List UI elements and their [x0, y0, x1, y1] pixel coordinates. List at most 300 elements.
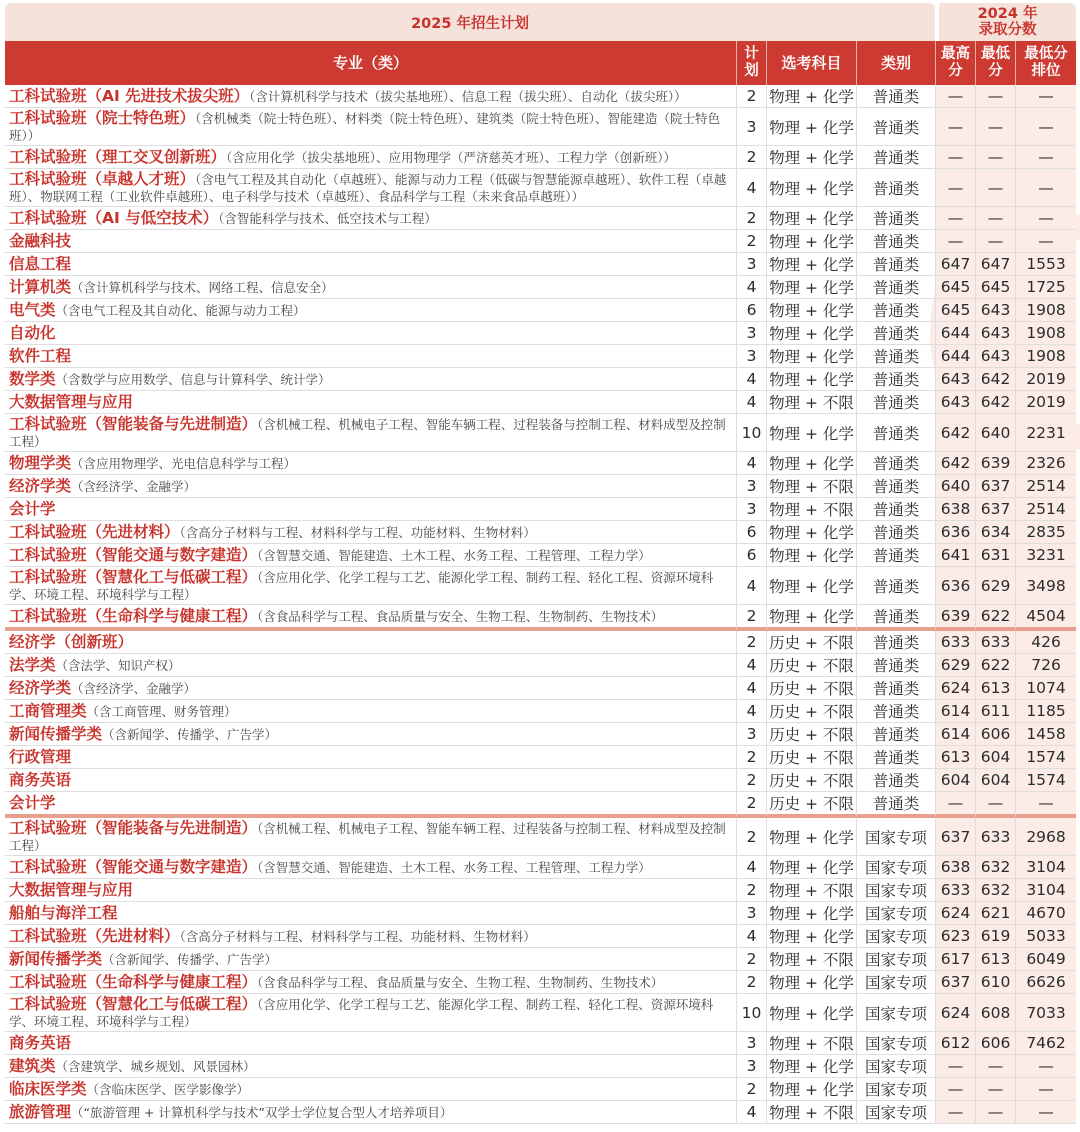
subjects-cell: 物理 + 化学 — [766, 544, 856, 567]
category-cell: 普通类 — [856, 230, 935, 253]
min-score-cell: 631 — [975, 544, 1015, 567]
table-row — [5, 207, 1076, 230]
major-cell — [5, 521, 736, 544]
major-cell — [5, 299, 736, 322]
max-score-cell: — — [935, 230, 975, 253]
max-score-cell: 645 — [935, 276, 975, 299]
major-cell — [5, 792, 736, 818]
major-cell — [5, 276, 736, 299]
col-category-header: 类别 — [856, 41, 935, 85]
subjects-cell: 历史 + 不限 — [766, 700, 856, 723]
major-cell — [5, 879, 736, 902]
min-rank-cell: 1908 — [1015, 299, 1076, 322]
admission-table — [5, 3, 1076, 1124]
major-cell — [5, 345, 736, 368]
subjects-cell: 物理 + 化学 — [766, 169, 856, 207]
table-row — [5, 818, 1076, 856]
min-rank-cell: 5033 — [1015, 925, 1076, 948]
category-cell: 国家专项 — [856, 856, 935, 879]
subjects-cell: 物理 + 化学 — [766, 818, 856, 856]
major-note: （含应用化学、化学工程与工艺、能源化学工程、制药工程、轻化工程、资源环境科学、环境工程、环境科学与工程） — [9, 569, 714, 602]
max-score-cell: — — [935, 146, 975, 169]
subjects-cell: 物理 + 化学 — [766, 605, 856, 631]
major-note: （含高分子材料与工程、材料科学与工程、功能材料、生物材料） — [179, 524, 536, 540]
min-rank-cell: 7033 — [1015, 994, 1076, 1032]
max-score-cell: — — [935, 85, 975, 108]
plan-cell: 4 — [736, 391, 766, 414]
min-rank-cell: 2019 — [1015, 368, 1076, 391]
category-cell: 普通类 — [856, 368, 935, 391]
category-cell: 普通类 — [856, 414, 935, 452]
major-cell — [5, 971, 736, 994]
min-rank-cell: — — [1015, 1055, 1076, 1078]
major-cell — [5, 994, 736, 1032]
major-name: 经济学类 — [9, 476, 72, 495]
plan-cell: 4 — [736, 1101, 766, 1124]
major-note: （含机械类（院士特色班）、材料类（院士特色班）、建筑类（院士特色班）、智能建造（院士特色班）） — [9, 110, 721, 143]
major-name: 自动化 — [9, 324, 56, 342]
min-rank-cell: 7462 — [1015, 1032, 1076, 1055]
major-note: （含计算机科学与技术（拔尖基地班）、信息工程（拔尖班）、自动化（拔尖班）） — [249, 88, 687, 104]
plan-cell: 4 — [736, 925, 766, 948]
major-cell — [5, 85, 736, 108]
min-score-cell: — — [975, 146, 1015, 169]
max-score-cell: 644 — [935, 322, 975, 345]
min-score-cell: 611 — [975, 700, 1015, 723]
major-name: 大数据管理与应用 — [9, 393, 134, 411]
category-cell: 普通类 — [856, 631, 935, 654]
min-score-cell: 622 — [975, 654, 1015, 677]
subjects-cell: 物理 + 化学 — [766, 253, 856, 276]
major-cell — [5, 230, 736, 253]
plan-cell: 3 — [736, 1055, 766, 1078]
max-score-cell: — — [935, 792, 975, 818]
category-cell: 国家专项 — [856, 818, 935, 856]
table-row — [5, 792, 1076, 818]
min-score-cell: 643 — [975, 322, 1015, 345]
subjects-cell: 物理 + 化学 — [766, 1078, 856, 1101]
min-score-cell: 633 — [975, 631, 1015, 654]
table-row — [5, 414, 1076, 452]
subjects-cell: 物理 + 不限 — [766, 498, 856, 521]
col-max-header — [935, 41, 975, 85]
major-cell — [5, 169, 736, 207]
major-note: （含电气工程及其自动化（卓越班）、能源与动力工程（低碳与智慧能源卓越班）、软件工程（卓越班）、物联网工程（工业软件卓越班）、电子科学与技术（卓越班）、食品科学与工程（未来食品卓越班）） — [9, 171, 727, 204]
subjects-cell: 物理 + 化学 — [766, 276, 856, 299]
min-score-cell: — — [975, 230, 1015, 253]
max-score-cell: 623 — [935, 925, 975, 948]
min-rank-cell: 1074 — [1015, 677, 1076, 700]
major-name: 工科试验班（生命科学与健康工程） — [9, 606, 258, 625]
max-score-cell: 636 — [935, 521, 975, 544]
max-score-cell: 624 — [935, 994, 975, 1032]
plan-cell: 3 — [736, 253, 766, 276]
max-score-cell: 613 — [935, 746, 975, 769]
plan-cell: 3 — [736, 498, 766, 521]
table-row — [5, 85, 1076, 108]
table-row — [5, 345, 1076, 368]
table-row — [5, 948, 1076, 971]
category-cell: 普通类 — [856, 723, 935, 746]
major-note: （含工商管理、财务管理） — [86, 703, 237, 719]
major-cell — [5, 368, 736, 391]
table-row — [5, 769, 1076, 792]
major-name: 计算机类 — [9, 277, 72, 296]
min-score-cell: 613 — [975, 948, 1015, 971]
category-cell: 普通类 — [856, 544, 935, 567]
min-rank-cell: 4504 — [1015, 605, 1076, 631]
category-cell: 普通类 — [856, 654, 935, 677]
major-note: （含应用化学（拔尖基地班）、应用物理学（严济慈英才班）、工程力学（创新班）） — [226, 149, 677, 165]
min-rank-cell: 3104 — [1015, 879, 1076, 902]
max-score-cell: — — [935, 108, 975, 146]
category-cell: 普通类 — [856, 276, 935, 299]
min-rank-cell: 2326 — [1015, 452, 1076, 475]
major-cell — [5, 414, 736, 452]
category-cell: 普通类 — [856, 475, 935, 498]
category-cell: 国家专项 — [856, 879, 935, 902]
major-name: 船舶与海洋工程 — [9, 904, 118, 922]
max-score-cell: 633 — [935, 879, 975, 902]
min-score-cell: 640 — [975, 414, 1015, 452]
plan-cell: 4 — [736, 856, 766, 879]
min-rank-cell: — — [1015, 1078, 1076, 1101]
min-rank-cell: 726 — [1015, 654, 1076, 677]
subjects-cell: 物理 + 化学 — [766, 1055, 856, 1078]
category-cell: 国家专项 — [856, 1078, 935, 1101]
min-rank-cell: 1908 — [1015, 345, 1076, 368]
category-cell: 普通类 — [856, 746, 935, 769]
major-cell — [5, 654, 736, 677]
major-cell — [5, 498, 736, 521]
major-note: （“旅游管理 + 计算机科学与技术”双学士学位复合型人才培养项目） — [71, 1104, 453, 1120]
category-cell: 普通类 — [856, 605, 935, 631]
plan-cell: 2 — [736, 948, 766, 971]
min-rank-cell: — — [1015, 792, 1076, 818]
min-score-cell: 610 — [975, 971, 1015, 994]
min-score-cell: 637 — [975, 498, 1015, 521]
col-rank-header — [1015, 41, 1076, 85]
plan-cell: 3 — [736, 345, 766, 368]
major-name: 工科试验班（AI 与低空技术） — [9, 208, 219, 227]
table-row — [5, 1101, 1076, 1124]
plan-cell: 2 — [736, 818, 766, 856]
major-cell — [5, 631, 736, 654]
category-cell: 普通类 — [856, 207, 935, 230]
subjects-cell: 物理 + 化学 — [766, 368, 856, 391]
subjects-cell: 物理 + 化学 — [766, 108, 856, 146]
min-rank-cell: 6626 — [1015, 971, 1076, 994]
major-name: 新闻传播学类 — [9, 724, 103, 743]
min-rank-cell: 3498 — [1015, 567, 1076, 605]
min-score-cell: 613 — [975, 677, 1015, 700]
major-name: 工科试验班（智慧化工与低碳工程） — [9, 567, 258, 586]
category-cell: 普通类 — [856, 700, 935, 723]
major-name: 法学类 — [9, 655, 56, 674]
table-row — [5, 1032, 1076, 1055]
major-note: （含数学与应用数学、信息与计算科学、统计学） — [55, 371, 331, 387]
category-cell: 国家专项 — [856, 1101, 935, 1124]
major-cell — [5, 700, 736, 723]
major-cell — [5, 253, 736, 276]
min-score-cell: 637 — [975, 475, 1015, 498]
scores-2024-title: 2024 年 录取分数 — [977, 6, 1038, 38]
category-cell: 普通类 — [856, 452, 935, 475]
col-rank-label: 最低分 排位 — [1024, 46, 1068, 79]
major-note: （含法学、知识产权） — [55, 657, 181, 673]
major-name: 工商管理类 — [9, 701, 87, 720]
max-score-cell: 645 — [935, 299, 975, 322]
major-cell — [5, 1078, 736, 1101]
plan-cell: 4 — [736, 567, 766, 605]
category-cell: 普通类 — [856, 146, 935, 169]
max-score-cell: 638 — [935, 856, 975, 879]
col-plan-label: 计 划 — [744, 46, 759, 79]
plan-cell: 10 — [736, 414, 766, 452]
major-name: 工科试验班（AI 先进技术拔尖班） — [9, 86, 250, 105]
max-score-cell: — — [935, 1055, 975, 1078]
min-score-cell: — — [975, 169, 1015, 207]
major-name: 工科试验班（卓越人才班） — [9, 169, 196, 188]
table-row — [5, 856, 1076, 879]
max-score-cell: 647 — [935, 253, 975, 276]
min-rank-cell: 1574 — [1015, 769, 1076, 792]
table-row — [5, 631, 1076, 654]
major-name: 工科试验班（理工交叉创新班） — [9, 147, 227, 166]
min-score-cell: 634 — [975, 521, 1015, 544]
major-note: （含建筑学、城乡规划、风景园林） — [55, 1058, 256, 1074]
max-score-cell: — — [935, 1078, 975, 1101]
max-score-cell: 639 — [935, 605, 975, 631]
category-cell: 普通类 — [856, 792, 935, 818]
max-score-cell: — — [935, 169, 975, 207]
max-score-cell: 629 — [935, 654, 975, 677]
subjects-cell: 物理 + 化学 — [766, 856, 856, 879]
table-row — [5, 452, 1076, 475]
table-row — [5, 567, 1076, 605]
plan-cell: 2 — [736, 605, 766, 631]
plan-cell: 4 — [736, 368, 766, 391]
min-score-cell: 604 — [975, 769, 1015, 792]
major-cell — [5, 856, 736, 879]
min-rank-cell: — — [1015, 207, 1076, 230]
table-row — [5, 544, 1076, 567]
min-rank-cell: 2835 — [1015, 521, 1076, 544]
plan-cell: 3 — [736, 723, 766, 746]
max-score-cell: 614 — [935, 723, 975, 746]
major-cell — [5, 207, 736, 230]
table-row — [5, 654, 1076, 677]
min-score-cell: 621 — [975, 902, 1015, 925]
subjects-cell: 物理 + 不限 — [766, 1101, 856, 1124]
table-row — [5, 230, 1076, 253]
min-rank-cell: 4670 — [1015, 902, 1076, 925]
min-score-cell: 622 — [975, 605, 1015, 631]
category-cell: 普通类 — [856, 567, 935, 605]
min-rank-cell: 2231 — [1015, 414, 1076, 452]
subjects-cell: 历史 + 不限 — [766, 723, 856, 746]
plan-cell: 3 — [736, 1032, 766, 1055]
min-score-cell: 645 — [975, 276, 1015, 299]
subjects-cell: 物理 + 化学 — [766, 85, 856, 108]
subjects-cell: 历史 + 不限 — [766, 654, 856, 677]
max-score-cell: 642 — [935, 452, 975, 475]
major-cell — [5, 322, 736, 345]
min-score-cell: — — [975, 1078, 1015, 1101]
min-rank-cell: 2968 — [1015, 818, 1076, 856]
major-note: （含应用物理学、光电信息科学与工程） — [71, 455, 297, 471]
category-cell: 国家专项 — [856, 1032, 935, 1055]
plan-cell: 4 — [736, 677, 766, 700]
category-cell: 普通类 — [856, 677, 935, 700]
table-row — [5, 902, 1076, 925]
plan-cell: 4 — [736, 169, 766, 207]
plan-cell: 4 — [736, 654, 766, 677]
table-row — [5, 368, 1076, 391]
min-rank-cell: 1725 — [1015, 276, 1076, 299]
table-row — [5, 169, 1076, 207]
subjects-cell: 历史 + 不限 — [766, 677, 856, 700]
min-score-cell: — — [975, 1101, 1015, 1124]
plan-cell: 6 — [736, 299, 766, 322]
major-name: 工科试验班（智能交通与数字建造） — [9, 545, 258, 564]
table-row — [5, 108, 1076, 146]
category-cell: 普通类 — [856, 169, 935, 207]
table-row — [5, 253, 1076, 276]
major-name: 经济学类 — [9, 678, 72, 697]
major-note: （含食品科学与工程、食品质量与安全、生物工程、生物制药、生物技术） — [257, 974, 664, 990]
min-rank-cell: — — [1015, 85, 1076, 108]
major-name: 大数据管理与应用 — [9, 881, 134, 899]
major-cell — [5, 475, 736, 498]
major-cell — [5, 605, 736, 631]
major-name: 商务英语 — [9, 771, 72, 789]
table-row — [5, 391, 1076, 414]
table-row — [5, 521, 1076, 544]
max-score-cell: 636 — [935, 567, 975, 605]
major-cell — [5, 677, 736, 700]
max-score-cell: 633 — [935, 631, 975, 654]
category-cell: 普通类 — [856, 391, 935, 414]
subjects-cell: 物理 + 不限 — [766, 475, 856, 498]
table-row — [5, 146, 1076, 169]
subjects-cell: 物理 + 不限 — [766, 948, 856, 971]
major-name: 会计学 — [9, 500, 56, 518]
table-row — [5, 475, 1076, 498]
col-plan-header — [736, 41, 766, 85]
major-note: （含经济学、金融学） — [71, 478, 197, 494]
plan-cell: 2 — [736, 230, 766, 253]
table-row — [5, 677, 1076, 700]
table-row — [5, 746, 1076, 769]
plan-2025-header: 2025 年招生计划 — [5, 3, 935, 41]
plan-cell: 3 — [736, 322, 766, 345]
min-rank-cell: 1185 — [1015, 700, 1076, 723]
plan-cell: 2 — [736, 1078, 766, 1101]
major-cell — [5, 1055, 736, 1078]
plan-cell: 6 — [736, 544, 766, 567]
major-cell — [5, 746, 736, 769]
major-name: 工科试验班（智能装备与先进制造） — [9, 414, 258, 433]
min-score-cell: 604 — [975, 746, 1015, 769]
plan-cell: 2 — [736, 879, 766, 902]
subjects-cell: 物理 + 化学 — [766, 452, 856, 475]
table-row — [5, 971, 1076, 994]
major-note: （含智能科学与技术、低空技术与工程） — [218, 210, 437, 226]
plan-cell: 2 — [736, 971, 766, 994]
max-score-cell: 614 — [935, 700, 975, 723]
max-score-cell: 642 — [935, 414, 975, 452]
category-cell: 国家专项 — [856, 902, 935, 925]
subjects-cell: 物理 + 化学 — [766, 299, 856, 322]
max-score-cell: — — [935, 1101, 975, 1124]
major-cell — [5, 567, 736, 605]
min-score-cell: 608 — [975, 994, 1015, 1032]
category-cell: 国家专项 — [856, 925, 935, 948]
plan-cell: 2 — [736, 746, 766, 769]
subjects-cell: 历史 + 不限 — [766, 746, 856, 769]
min-rank-cell: 2514 — [1015, 475, 1076, 498]
plan-cell: 3 — [736, 108, 766, 146]
min-rank-cell: — — [1015, 146, 1076, 169]
subjects-cell: 物理 + 化学 — [766, 925, 856, 948]
max-score-cell: 640 — [935, 475, 975, 498]
table-row — [5, 1078, 1076, 1101]
category-cell: 普通类 — [856, 85, 935, 108]
major-note: （含临床医学、医学影像学） — [86, 1081, 250, 1097]
category-cell: 普通类 — [856, 769, 935, 792]
major-name: 新闻传播学类 — [9, 949, 103, 968]
min-rank-cell: 2019 — [1015, 391, 1076, 414]
table-body — [5, 85, 1076, 1124]
major-name: 信息工程 — [9, 255, 72, 273]
subjects-cell: 物理 + 化学 — [766, 994, 856, 1032]
max-score-cell: 641 — [935, 544, 975, 567]
max-score-cell: — — [935, 207, 975, 230]
major-name: 行政管理 — [9, 748, 72, 766]
plan-cell: 2 — [736, 792, 766, 818]
major-name: 工科试验班（院士特色班） — [9, 108, 196, 127]
max-score-cell: 644 — [935, 345, 975, 368]
major-name: 临床医学类 — [9, 1079, 87, 1098]
major-name: 工科试验班（智能交通与数字建造） — [9, 857, 258, 876]
max-score-cell: 604 — [935, 769, 975, 792]
major-note: （含电气工程及其自动化、能源与动力工程） — [55, 302, 306, 318]
min-rank-cell: 3231 — [1015, 544, 1076, 567]
subjects-cell: 物理 + 化学 — [766, 414, 856, 452]
col-min-header — [975, 41, 1015, 85]
min-score-cell: — — [975, 108, 1015, 146]
major-cell — [5, 925, 736, 948]
min-score-cell: 639 — [975, 452, 1015, 475]
major-note: （含机械工程、机械电子工程、智能车辆工程、过程装备与控制工程、材料成型及控制工程） — [9, 416, 726, 449]
min-score-cell: 606 — [975, 723, 1015, 746]
max-score-cell: 643 — [935, 368, 975, 391]
table-row — [5, 1055, 1076, 1078]
major-note: （含应用化学、化学工程与工艺、能源化学工程、制药工程、轻化工程、资源环境科学、环境工程、环境科学与工程） — [9, 996, 714, 1029]
major-name: 建筑类 — [9, 1056, 56, 1075]
subjects-cell: 物理 + 化学 — [766, 902, 856, 925]
plan-cell: 3 — [736, 475, 766, 498]
table-row — [5, 994, 1076, 1032]
max-score-cell: 617 — [935, 948, 975, 971]
category-cell: 国家专项 — [856, 971, 935, 994]
major-note: （含智慧交通、智能建造、土木工程、水务工程、工程管理、工程力学） — [257, 547, 651, 563]
category-cell: 普通类 — [856, 521, 935, 544]
max-score-cell: 638 — [935, 498, 975, 521]
table-row — [5, 879, 1076, 902]
major-name: 旅游管理 — [9, 1102, 72, 1121]
